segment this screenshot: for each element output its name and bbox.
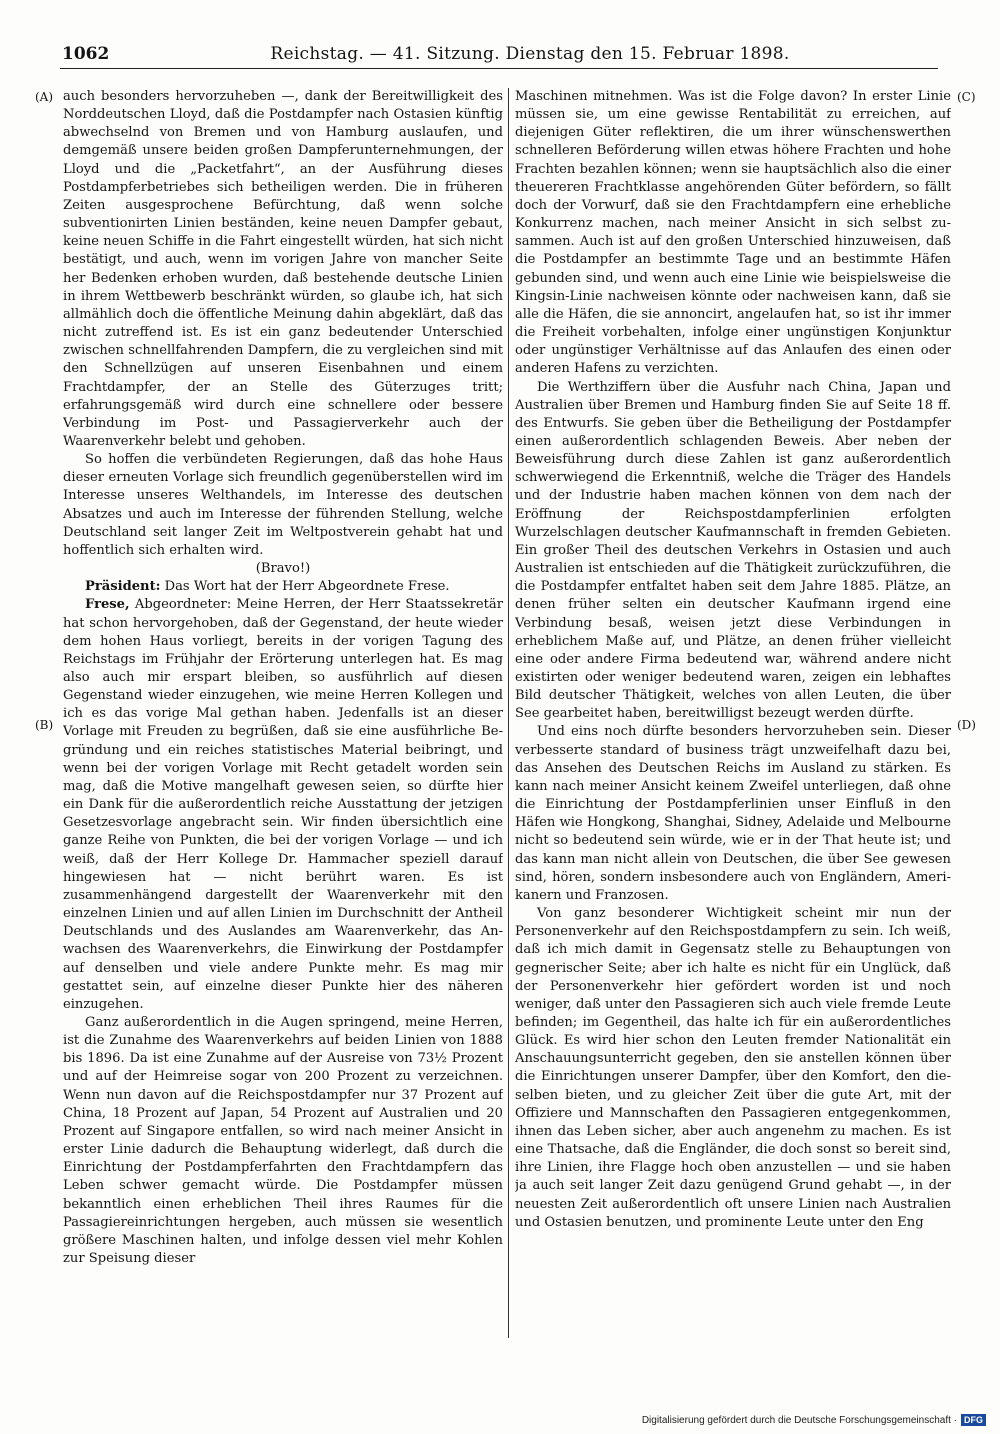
- paragraph: auch besonders hervorzuheben —, dank der Bereitwilligkeit des Norddeutschen Lloyd, daß die Postdampfer nach Ostasien künftig abwechselnd von Bremen und von Hamburg auslaufen, und demgemäß unsere beiden großen Dampferunternehmungen, der Lloyd und die „Packetfahrt“, an der Ausführung dieses Postdampferbetriebes sich betheiligen werden. Die in früheren Zeiten ausgesprochene Befürchtung, daß wenn solche subventionirten Linien beständen, keine neuen Dampfer gebaut, keine neuen Schiffe in die Fahrt eingestellt würden, hat sich nicht bestätigt, und auch, wenn im vorigen Jahre von mancher Seite her Bedenken erhoben wurden, daß bestehende deutsche Linien in ihrem Wettbewerb beschränkt würden, so glaube ich, hat sich allmählich doch die öffentliche Meinung dahin abgeklärt, daß das nicht zutreffend ist. Es ist ein ganz bedeutender Unterschied zwischen schnellfahrenden Dampfern, die zu vergleichen sind mit den Schnellzügen auf unseren Eisenbahnen und einem Frachtdampfer, der an Stelle des Güterzuges tritt; erfahrungsgemäß wird durch eine schnellere oder bessere Verbindung im Post- und Passagierverkehr auch der Waarenverkehr belebt und gehoben.: [63, 89, 503, 449]
- margin-mark-a: (A): [35, 90, 54, 104]
- margin-mark-c: (C): [957, 90, 976, 104]
- speaker-paragraph: [63, 596, 503, 1014]
- paragraph: So hoffen die verbündeten Regierungen, daß das hohe Haus dieser erneuten Vorlage sich freundlich gegenüberstellen wird im Interesse unseres Welthandels, im Interesse des deutschen Absatzes und auch im Interesse der führenden Stellung, welche Deutschland seit langer Zeit im Weltpostverein gehabt hat und hoffentlich sich erhalten wird.: [63, 452, 503, 558]
- header-rule: [60, 68, 938, 69]
- speaker-name: Präsident:: [85, 579, 161, 595]
- paragraph: Die Werthziffern über die Ausfuhr nach China, Japan und Australien über Bremen und Hamburg finden Sie auf Seite 18 ff. des Entwurfs. Sie geben über die Betheiligung der Postdampfer einen außerordentlich schlagenden Beweis. Aber neben der Beweisführung durch diese Zahlen ist ganz außerordentlich schwerwiegend die Erkenntniß, welche die Träger des Handels und der Industrie haben machen können von dem nach der Eröffnung der Reichspostdampferlinien erfolgten Wurzelschlagen deutscher Kaufmannschaft in fremden Gebieten. Ein großer Theil des deutschen Verkehrs in Ostasien und auch Australien ist entschieden auf die Thätigkeit zurückzuführen, die die Postdampfer entfaltet haben seit dem Jahre 1885. Plätze, an denen früher selten ein deutscher Kaufmann irgend eine Verbindung besaß, weisen jetzt diese Verbindungen in erheblichem Maße auf, und Plätze, an denen früher vielleicht eine oder andere Firma bedeutend war, während andere nicht existirten oder weniger bedeutend waren, zeigen ein lebhaftes Bild deutscher Thätigkeit, welches von allen Leuten, die über See gearbeitet haben, bereitwilligst bezeugt werden dürfte.: [515, 379, 951, 722]
- margin-mark-b: (B): [35, 718, 54, 732]
- interjection: (Bravo!): [255, 561, 311, 577]
- dfg-logo: DFG: [961, 1414, 986, 1426]
- right-column: [515, 88, 951, 1338]
- paragraph: Ganz außerordentlich in die Augen springend, meine Herren, ist die Zunahme des Waarenverkehrs auf beiden Linien von 1888 bis 1896. Da ist eine Zunahme auf der Ausreise von 73½ Prozent und auf der Heimreise sogar von 200 Prozent zu verzeichnen. Wenn nun davon auf die Reichspostdampfer nur 37 Prozent auf China, 18 Prozent auf Japan, 54 Prozent auf Australien und 20 Prozent auf Singapore entfallen, so wird nach meiner Ansicht in erster Linie dadurch die Behauptung widerlegt, daß durch die Einrichtung der Postdampferfahrten den Frachtdampfern das Leben schwer gemacht würde. Die Postdampfer müssen bekanntlich einen erheblichen Theil ihres Raumes für die Passagiereinrichtungen hergeben, auch müssen sie wesentlich größere Maschinen halten, und infolge dessen viel mehr Kohlen zur Speisung dieser: [63, 1014, 503, 1266]
- paragraph: Von ganz besonderer Wichtigkeit scheint mir nun der Personenverkehr auf den Reichspostdampfern zu sein. Ich weiß, daß ich mich damit in Gegensatz stelle zu Behauptungen von gegnerischer Seite; aber ich halte es nicht für ein Unglück, daß der Personenverkehr hier gefördert worden ist und noch weniger, daß unter den Passagieren sich auch viele fremde Leute befinden; im Gegentheil, das halte ich für ein außerordentliches Glück. Es wird hier schon den Leuten fremder Nationalität ein Anschauungsunterricht gegeben, den sie anstellen können über die Einrichtungen unserer Dampfer, über den Komfort, den dieselben bieten, und zu gleicher Zeit über die gute Art, mit der Offiziere und Mannschaften den Passagieren entgegenkommen, ihnen das Leben sicher, aber auch angenehm zu machen. Es ist eine Thatsache, daß die Engländer, die doch sonst so bereit sind, ihre Linien, ihre Flagge hoch oben anzustellen — und sie haben ja auch seit langer Zeit dazu genügend Grund gehabt —, in der neuesten Zeit außerordentlich oft unsere Linien nach Australien und Ostasien benutzen, und prominente Leute unter den Eng: [515, 906, 951, 1230]
- speech-text: Das Wort hat der Herr Abgeordnete Frese.: [160, 579, 450, 595]
- speaker-name: Frese,: [85, 597, 130, 613]
- speech-text: Abgeordneter: Meine Herren, der Herr Staatssekretär hat schon hervorgehoben, daß der Gegenstand, der heute wieder dem hohen Haus vorliegt, bereits in der vorigen Tagung des Reichstags im Frühjahr der Erörterung unterlegen hat. Es mag also auch mir erspart bleiben, so ausführlich auf diesen Gegenstand wieder einzugehen, wie meine Herren Kollegen und ich es das vorige Mal gethan haben. Jedenfalls ist an dieser Vorlage mit Freuden zu begrüßen, daß sie eine ausführliche Begründung und ein reiches statistisches Material beibringt, und wenn bei der vorigen Vorlage mit Recht getadelt worden sein mag, daß die Motive mangelhaft gewesen seien, so dürfte hier ein Dank für die außerordentlich reiche Ausstattung der jetzigen Gesetzesvorlage angebracht sein. Wir finden übersichtlich eine ganze Reihe von Punkten, die bei der vorigen Vorlage — und ich weiß, daß der Herr Kollege Dr. Hammacher speziell darauf hingewiesen hat — nicht berührt waren. Es ist zusammenhängend dargestellt der Waarenverkehr mit den einzelnen Linien und auf allen Linien im Durchschnitt der Antheil Deutschlands und des Auslandes am Waarenverkehr, das Anwachsen des Waarenverkehrs, die Einwirkung der Postdampfer auf denselben und viele andere Punkte mehr. Es mag mir gestattet sein, auf einzelne dieser Punkte hier des näheren einzugehen.: [63, 597, 503, 1012]
- speaker-paragraph: [63, 578, 503, 596]
- margin-mark-d: (D): [957, 718, 976, 732]
- page-number: 1062: [62, 44, 110, 64]
- footer-credit: [642, 1414, 986, 1426]
- running-head: Reichstag. — 41. Sitzung. Dienstag den 15. Februar 1898.: [270, 44, 790, 64]
- paragraph: Maschinen mitnehmen. Was ist die Folge davon? In erster Linie müssen sie, um eine gewisse Rentabilität zu erreichen, auf diejenigen Güter reflektiren, die um ihrer wünschenswerthen schnelleren Beförderung willen etwas höhere Frachten und hohe Frachten bezahlen können; wenn sie hauptsächlich also die einer theuereren Frachtklasse angehörenden Güter befördern, so fällt doch der Vorwurf, daß sie den Frachtdampfern eine erhebliche Konkurrenz machen, nach meiner Ansicht in sich selbst zusammen. Auch ist auf den großen Unterschied hinzuweisen, daß die Postdampfer an bestimmte Tage und an bestimmte Häfen gebunden sind, und wenn auch eine Linie wie beispielsweise die Kingsin-Linie nachweisen könnte oder nachweisen kann, daß sie alle die Häfen, die sie annoncirt, angelaufen hat, so ist ihr immer die Freiheit vorbehalten, infolge einer ungünstigen Konjunktur oder ungünstiger Verhältnisse auf das Anlaufen des einen oder anderen Hafens zu verzichten.: [515, 89, 951, 377]
- left-column: [63, 88, 503, 1338]
- footer-text: Digitalisierung gefördert durch die Deutsche Forschungsgemeinschaft ·: [641, 1414, 957, 1426]
- paragraph: Und eins noch dürfte besonders hervorzuheben sein. Dieser verbesserte standard of business trägt unzweifelhaft dazu bei, das Ansehen des Deutschen Reichs im Ausland zu stärken. Es kann nach meiner Ansicht keinem Zweifel unterliegen, daß ohne die Einrichtung der Postdampferlinien unser Einfluß in den Häfen wie Hongkong, Shanghai, Sidney, Adelaide und Melbourne nicht so bedeutend sein würde, wie er in der That heute ist; und das kann man nicht allein von Deutschen, die über See gewesen sind, hören, sondern insbesondere auch von Engländern, Amerikanern und Franzosen.: [515, 724, 951, 903]
- column-divider: [508, 88, 509, 1338]
